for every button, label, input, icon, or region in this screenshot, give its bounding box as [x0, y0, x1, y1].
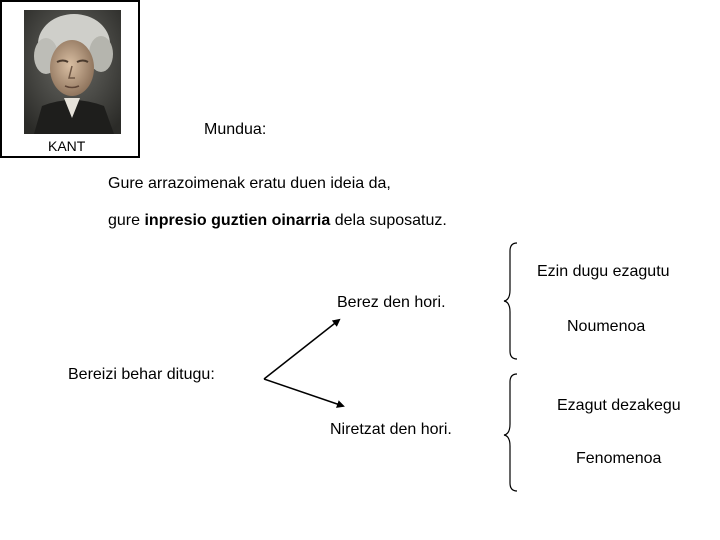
upper-detail-1: Ezin dugu ezagutu	[537, 263, 670, 280]
page-title-colon: :	[261, 121, 267, 138]
portrait-caption: KANT	[48, 138, 86, 154]
description-line-1: Gure arrazoimenak eratu duen ideia da,	[108, 175, 391, 192]
lower-detail-1: Ezagut dezakegu	[557, 397, 681, 414]
distinction-label: Bereizi behar ditugu:	[68, 366, 215, 383]
description-line-2-start: gure	[108, 212, 145, 229]
lower-detail-2: Fenomenoa	[576, 450, 662, 467]
upper-detail-2: Noumenoa	[567, 318, 646, 335]
description-line-2-end: dela suposatuz.	[330, 212, 447, 229]
upper-branch-arrow	[264, 320, 339, 379]
lower-branch-arrow	[264, 379, 343, 406]
lower-curly-brace	[504, 374, 517, 491]
upper-branch-label: Berez den hori.	[337, 294, 446, 311]
upper-curly-brace	[504, 243, 517, 359]
lower-branch-label: Niretzat den hori.	[330, 421, 452, 438]
description-line-2-bold: inpresio guztien oinarria	[144, 212, 331, 229]
page-title-text: Mundua	[204, 121, 262, 138]
